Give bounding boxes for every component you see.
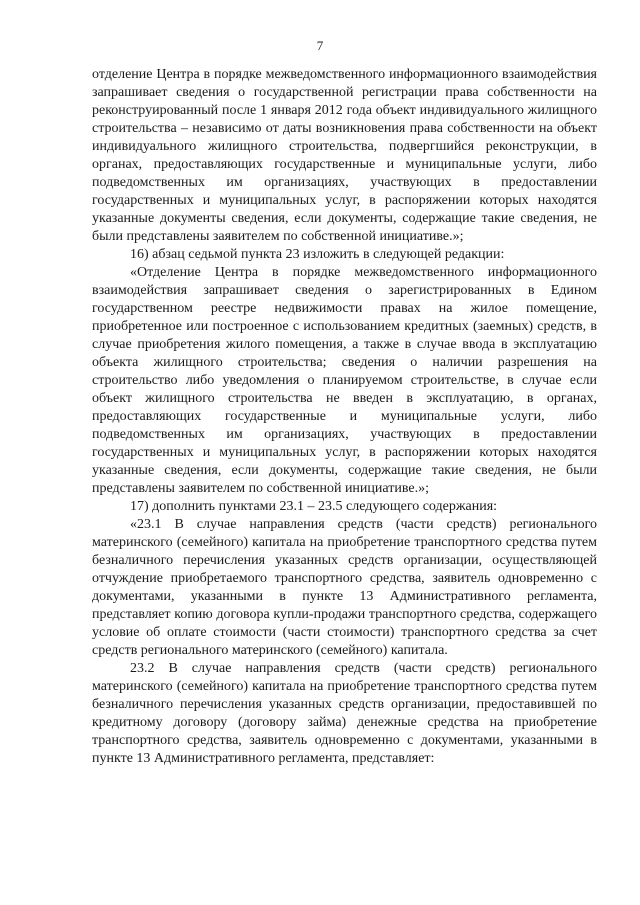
paragraph-quote-center: «Отделение Центра в порядке межведомственного информационного взаимодействия запрашивает сведения о зарегистрированных в Едином государственном реестре недвижимости правах на жилое помещение, приобретенное или построенное с использованием кредитных (заемных) средств, в случае приобретения жилого помещения, а также в случае ввода в эксплуатацию объекта жилищного строительства; сведения о наличии разрешения на строительство либо уведомления о планируемом строительстве, в случае если объект жилищного строительства не введен в эксплуатацию, в органах, предоставляющих государственные и муниципальные услуги, либо подведомственных им организациях, участвующих в предоставлении государственных и муниципальных услуг, в распоряжении которых находятся указанные сведения, если документы, содержащие такие сведения, не были представлены заявителем по собственной инициативе.»; [92, 265, 597, 496]
document-body [92, 66, 597, 768]
paragraph-23-2: 23.2 В случае направления средств (части средств) регионального материнского (семейного) капитала на приобретение транспортного средства путем безналичного перечисления указанных средств организации, предоставившей по кредитному договору (договору займа) денежные средства на приобретение транспортного средства, заявитель одновременно с документами, указанными в пункте 13 Административного регламента, представляет: [92, 661, 597, 766]
paragraph-continuation: отделение Центра в порядке межведомственного информационного взаимодействия запрашивает сведения о государственной регистрации права собственности на реконструированный после 1 января 2012 года объект индивидуального жилищного строительства – независимо от даты возникновения права собственности на объект индивидуального жилищного строительства, подвергшийся реконструкции, в органах, предоставляющих государственные и муниципальные услуги, либо подведомственных им организациях, участвующих в предоставлении государственных и муниципальных услуг, в распоряжении которых находятся указанные документы сведения, если документы, содержащие такие сведения, не были представлены заявителем по собственной инициативе.»; [92, 67, 597, 244]
page-number: 7 [316, 38, 324, 53]
paragraph-23-1: «23.1 В случае направления средств (части средств) регионального материнского (семейного) капитала на приобретение транспортного средства путем безналичного перечисления указанных средств организации, осуществляющей отчуждение приобретаемого транспортного средства, заявитель одновременно с документами, указанными в пункте 13 Административного регламента, представляет копию договора купли-продажи транспортного средства, содержащего условие об оплате стоимости (части стоимости) транспортного средства за счет средств регионального материнского (семейного) капитала. [92, 517, 597, 658]
paragraph-item-17: 17) дополнить пунктами 23.1 – 23.5 следующего содержания: [130, 499, 498, 514]
paragraph-item-16: 16) абзац седьмой пункта 23 изложить в следующей редакции: [130, 247, 505, 262]
